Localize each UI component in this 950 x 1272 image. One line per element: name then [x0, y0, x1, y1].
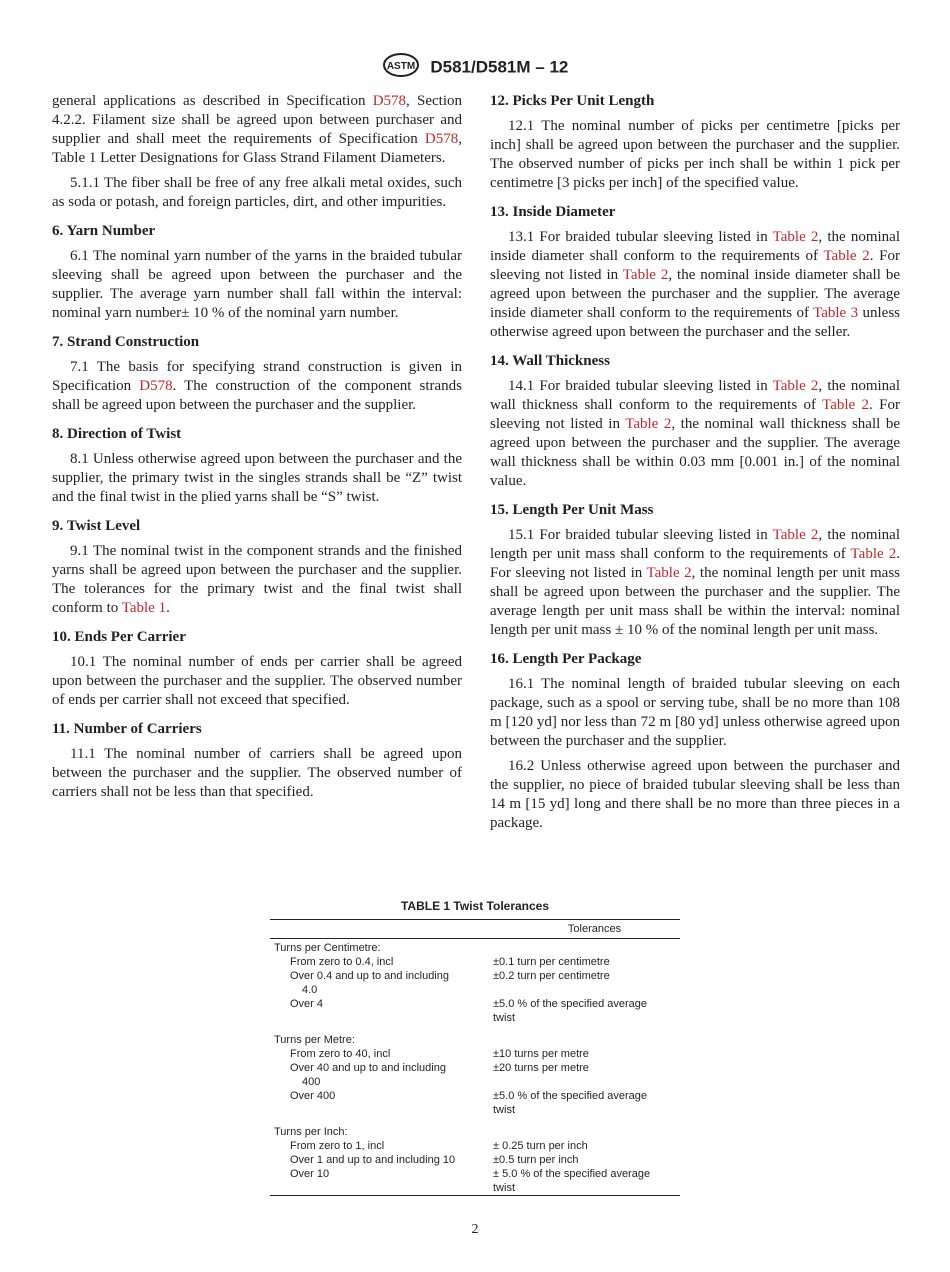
ref-link-table-1[interactable]: Table 1 [121, 600, 167, 616]
section-heading-10: 10. Ends Per Carrier [52, 629, 186, 645]
ref-link-table-3[interactable]: Table 3 [813, 305, 859, 321]
ref-link-table-2[interactable]: Table 2 [772, 527, 819, 543]
section-heading-11: 11. Number of Carriers [52, 721, 202, 737]
table-row: Over 1 and up to and including 10 ±0.5 turn per inch [290, 1154, 579, 1166]
table-row-group-label: Turns per Centimetre: [274, 942, 381, 954]
table-row: Over 40 and up to and including 400 ±20 turns per metre [290, 1062, 589, 1088]
section-heading-16: 16. Length Per Package [490, 651, 642, 667]
ref-link-table-2[interactable]: Table 2 [822, 397, 870, 413]
paragraph-11-1: 11.1 The nominal number of carriers shall be agreed upon between the purchaser and the supplier. The observed number of carriers shall not be less than that specified. [52, 746, 462, 800]
ref-link-d578[interactable]: D578 [139, 378, 173, 394]
table-row-group-label: Turns per Inch: [274, 1126, 348, 1138]
paragraph-continued: general applications as described in Specification D578, Section 4.2.2. Filament size shall be agreed upon between purchaser and supplier and shall meet the requirements of Specification D578, Table 1 Letter Designations for Glass Strand Filament Diameters. [52, 93, 463, 166]
ref-link-table-2[interactable]: Table 2 [646, 565, 692, 581]
right-column [490, 92, 900, 839]
ref-link-table-2[interactable]: Table 2 [625, 416, 672, 432]
table-row: From zero to 40, incl ±10 turns per metre [290, 1048, 589, 1060]
document-id: D581/D581M – 12 [430, 57, 569, 77]
paragraph-16-1: 16.1 The nominal length of braided tubular sleeving on each package, such as a spool or serving tube, shall be no more than 108 m [120 yd] nor less than 72 m [80 yd] unless otherwise agreed upon between the purchaser and the supplier. [490, 676, 900, 749]
section-heading-6: 6. Yarn Number [52, 223, 156, 239]
table-header-empty [270, 920, 489, 939]
table-row: Over 0.4 and up to and including 4.0 ±0.2 turn per centimetre [290, 970, 610, 996]
paragraph-8-1: 8.1 Unless otherwise agreed upon between the purchaser and the supplier, the primary twist in the singles strands shall be “Z” twist and the final twist in the plied yarns shall be “S” twist. [52, 451, 462, 505]
table-row: Over 4 ±5.0 % of the specified average twist [290, 998, 648, 1024]
ref-link-table-2[interactable]: Table 2 [772, 229, 819, 245]
page-number: 2 [471, 1222, 479, 1237]
ref-link-table-2[interactable]: Table 2 [622, 267, 669, 283]
paragraph-13-1: 13.1 For braided tubular sleeving listed in Table 2, the nominal inside diameter shall conform to the requirements of Table 2. For sleeving not listed in Table 2, the nominal inside diameter shall be agreed upon between the purchaser and the supplier. The average inside diameter shall conform to the requirements of Table 3 unless otherwise agreed upon between the purchaser and the seller. [490, 229, 901, 340]
section-heading-7: 7. Strand Construction [52, 334, 200, 350]
ref-link-table-2[interactable]: Table 2 [850, 546, 897, 562]
section-heading-14: 14. Wall Thickness [490, 353, 610, 369]
paragraph-5-1-1: 5.1.1 The fiber shall be free of any free alkali metal oxides, such as soda or potash, and foreign particles, dirt, and other impurities. [52, 175, 462, 210]
table-row: From zero to 1, incl ± 0.25 turn per inch [290, 1140, 588, 1152]
ref-link-table-2[interactable]: Table 2 [823, 248, 870, 264]
table-row: Over 400 ±5.0 % of the specified average twist [290, 1090, 648, 1116]
paragraph-14-1: 14.1 For braided tubular sleeving listed in Table 2, the nominal wall thickness shall conform to the requirements of Table 2. For sleeving not listed in Table 2, the nominal wall thickness shall be agreed upon between the purchaser and the supplier. The average wall thickness shall be within 0.03 mm [0.001 in.] of the nominal value. [490, 378, 900, 489]
left-column [52, 92, 462, 808]
paragraph-16-2: 16.2 Unless otherwise agreed upon between the purchaser and the supplier, no piece of braided tubular sleeving shall be less than 14 m [15 yd] long and there shall be no more than three pieces in a package. [490, 758, 900, 831]
table-row-group-label: Turns per Metre: [274, 1034, 355, 1046]
table-title: TABLE 1 Twist Tolerances [400, 899, 550, 913]
paragraph-7-1: 7.1 The basis for specifying strand construction is given in Specification D578. The construction of the component strands shall be agreed upon between the purchaser and the supplier. [52, 359, 463, 413]
ref-link-d578[interactable]: D578 [424, 131, 459, 147]
table-row: Over 10 ± 5.0 % of the specified average twist [270, 1167, 680, 1196]
paragraph-15-1: 15.1 For braided tubular sleeving listed in Table 2, the nominal length per unit mass shall conform to the requirements of Table 2. For sleeving not listed in Table 2, the nominal length per unit mass shall be agreed upon between the purchaser and the supplier. The average length per unit mass shall be within the interval: nominal length per unit mass ± 10 % of the nominal length per unit mass. [490, 527, 900, 638]
table-row: From zero to 0.4, incl ±0.1 turn per centimetre [290, 956, 610, 968]
paragraph-6-1: 6.1 The nominal yarn number of the yarns in the braided tubular sleeving shall be agreed upon between the purchaser and the supplier. The average yarn number shall fall within the interval: nominal yarn number± 10 % of the nominal yarn number. [52, 248, 462, 321]
section-heading-13: 13. Inside Diameter [490, 204, 616, 220]
page-header [0, 52, 950, 83]
section-heading-15: 15. Length Per Unit Mass [490, 502, 654, 518]
ref-link-table-2[interactable]: Table 2 [772, 378, 819, 394]
section-heading-12: 12. Picks Per Unit Length [490, 93, 655, 109]
ref-link-d578[interactable]: D578 [372, 93, 407, 109]
paragraph-12-1: 12.1 The nominal number of picks per centimetre [picks per inch] shall be agreed upon between the purchaser and the supplier. The observed number of picks per inch shall be within 1 pick per centimetre [3 picks per inch] of the specified value. [490, 118, 900, 191]
paragraph-9-1: 9.1 The nominal twist in the component strands and the finished yarns shall be agreed upon between the purchaser and the supplier. The tolerances for the primary twist and the final twist shall conform to Table 1. [52, 543, 462, 616]
section-heading-8: 8. Direction of Twist [52, 426, 182, 442]
astm-logo-icon [382, 52, 420, 83]
table-1 [270, 899, 680, 1196]
svg-text:ASTM: ASTM [386, 61, 415, 72]
section-heading-9: 9. Twist Level [52, 518, 141, 534]
table-header-tolerances: Tolerances [489, 920, 680, 939]
twist-tolerances-table [270, 919, 680, 1196]
paragraph-10-1: 10.1 The nominal number of ends per carrier shall be agreed upon between the purchaser and the supplier. The observed number of ends per carrier shall not exceed that specified. [52, 654, 462, 708]
